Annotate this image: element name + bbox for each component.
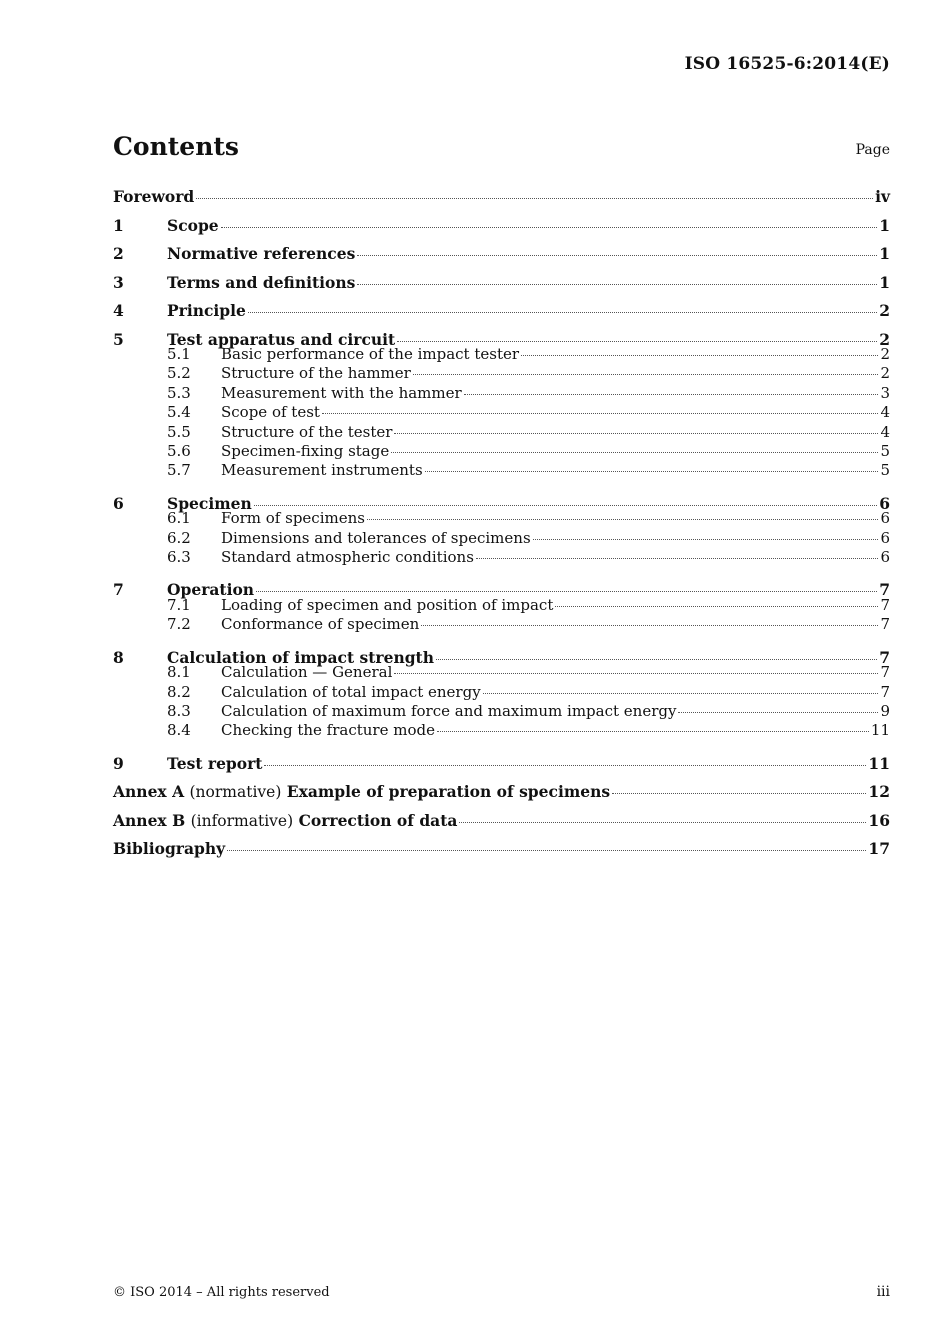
- toc-subentry[interactable]: [113, 683, 890, 702]
- toc-entry-label: Dimensions and tolerances of specimens: [221, 528, 531, 547]
- toc-entry-page: 4: [880, 403, 890, 422]
- toc-entry-page: 1: [879, 272, 890, 292]
- toc-entry-number: 5.3: [167, 383, 191, 402]
- toc-subentry[interactable]: [113, 548, 890, 567]
- toc-entry-number: 5.5: [167, 422, 191, 441]
- dot-leader: [256, 591, 877, 592]
- toc-entry-page: 6: [880, 528, 890, 547]
- toc-entry-label: [113, 807, 457, 835]
- toc-entry-label: Standard atmospheric conditions: [221, 548, 474, 567]
- toc-entry-number: 9: [113, 753, 124, 773]
- toc-entry-label: [113, 778, 610, 806]
- dot-leader: [357, 255, 877, 256]
- toc-entry-page: 7: [879, 647, 890, 667]
- toc-entry[interactable]: [113, 183, 890, 212]
- toc-subentry[interactable]: [113, 702, 890, 721]
- annex-title: Correction of data: [298, 810, 458, 830]
- dot-leader: [555, 606, 878, 607]
- toc-entry-page: 3: [880, 383, 890, 402]
- copyright-notice: © ISO 2014 – All rights reserved: [113, 1285, 330, 1300]
- dot-leader: [227, 850, 866, 851]
- toc-entry[interactable]: [113, 807, 890, 836]
- toc-entry-number: 7.1: [167, 595, 191, 614]
- toc-entry-label: Conformance of specimen: [221, 615, 420, 634]
- toc-entry-number: 5.1: [167, 345, 191, 363]
- toc-entry[interactable]: [113, 835, 890, 864]
- dot-leader: [221, 227, 878, 228]
- dot-leader: [421, 625, 878, 626]
- toc-entry-number: 6.3: [167, 548, 191, 567]
- dot-leader: [367, 519, 878, 520]
- dot-leader: [394, 433, 878, 434]
- toc-entry-number: 4: [113, 301, 124, 320]
- toc-entry-page: 7: [880, 615, 890, 634]
- annex-title: Example of preparation of specimens: [286, 782, 611, 802]
- dot-leader: [521, 355, 878, 356]
- dot-leader: [254, 505, 877, 506]
- toc-entry-page: 2: [880, 364, 890, 383]
- table-of-contents: [113, 183, 890, 864]
- dot-leader: [425, 471, 879, 472]
- toc-subentry[interactable]: [113, 509, 890, 528]
- toc-entry-label: Bibliography: [113, 839, 226, 859]
- toc-entry-page: 6: [880, 509, 890, 528]
- toc-entry-page: 2: [879, 329, 890, 349]
- toc-entry-page: 7: [880, 663, 890, 682]
- toc-entry-number: 8.1: [167, 663, 191, 682]
- toc-entry-number: 3: [113, 272, 124, 292]
- toc-entry-label: Principle: [167, 301, 246, 320]
- toc-entry-number: 5.7: [167, 461, 191, 480]
- toc-entry[interactable]: [113, 212, 890, 241]
- annex-prefix: Annex B: [113, 810, 186, 830]
- toc-subentry[interactable]: [113, 364, 890, 383]
- dot-leader: [322, 413, 879, 414]
- toc-entry-label: Test apparatus and circuit: [167, 329, 396, 349]
- toc-entry-number: 8.4: [167, 721, 191, 740]
- toc-entry-number: 6.2: [167, 528, 191, 547]
- document-id: ISO 16525-6:2014(E): [684, 54, 890, 74]
- toc-entry-label: Scope of test: [221, 403, 320, 422]
- toc-entry-page: 5: [880, 461, 890, 480]
- toc-entry-label: Calculation of impact strength: [167, 647, 434, 667]
- toc-entry-number: 6.1: [167, 509, 191, 528]
- dot-leader: [437, 731, 869, 732]
- toc-entry-label: Measurement with the hammer: [221, 383, 462, 402]
- toc-entry-label: Specimen: [167, 493, 252, 513]
- toc-entry-label: Foreword: [113, 187, 195, 206]
- annex-qualifier: (informative): [190, 811, 294, 830]
- dot-leader: [264, 765, 866, 766]
- toc-entry-label: Scope: [167, 215, 219, 235]
- dot-leader: [678, 712, 878, 713]
- toc-subentry[interactable]: [113, 423, 890, 442]
- toc-subentry[interactable]: [113, 461, 890, 480]
- toc-subentry[interactable]: [113, 663, 890, 682]
- toc-entry-number: 5.4: [167, 403, 191, 422]
- annex-prefix: Annex A: [113, 782, 185, 802]
- dot-leader: [248, 312, 877, 313]
- toc-entry-number: 1: [113, 215, 124, 235]
- toc-entry-label: Operation: [167, 580, 255, 600]
- toc-entry-label: Normative references: [167, 244, 356, 263]
- toc-subentry[interactable]: [113, 615, 890, 634]
- toc-subentry[interactable]: [113, 596, 890, 615]
- toc-entry-page: 12: [868, 782, 890, 802]
- toc-entry-page: 7: [879, 580, 890, 600]
- dot-leader: [436, 659, 877, 660]
- toc-entry-page: 4: [880, 422, 890, 441]
- dot-leader: [397, 341, 877, 342]
- toc-entry-label: Basic performance of the impact tester: [221, 345, 520, 363]
- toc-entry[interactable]: [113, 750, 890, 779]
- toc-entry-page: iv: [875, 187, 890, 206]
- toc-subentry[interactable]: [113, 345, 890, 364]
- toc-subentry[interactable]: [113, 721, 890, 740]
- toc-entry-number: 8: [113, 647, 124, 667]
- annex-qualifier: (normative): [189, 783, 282, 802]
- page-number: iii: [876, 1284, 890, 1300]
- toc-entry[interactable]: [113, 269, 890, 298]
- toc-subentry[interactable]: [113, 384, 890, 403]
- dot-leader: [357, 284, 877, 285]
- toc-entry-number: 8.2: [167, 682, 191, 701]
- toc-entry-label: Test report: [167, 753, 263, 773]
- toc-entry[interactable]: [113, 778, 890, 807]
- toc-entry-label: Structure of the hammer: [221, 364, 411, 383]
- contents-title: Contents: [113, 132, 240, 161]
- toc-entry-page: 5: [880, 441, 890, 460]
- toc-entry-page: 1: [879, 215, 890, 235]
- toc-entry-label: Form of specimens: [221, 509, 365, 528]
- toc-entry-number: 5: [113, 329, 124, 349]
- toc-entry-page: 2: [880, 345, 890, 363]
- toc-entry-label: Calculation — General: [221, 663, 393, 682]
- toc-entry-number: 6: [113, 493, 124, 513]
- toc-entry-number: 8.3: [167, 701, 191, 720]
- dot-leader: [483, 693, 879, 694]
- toc-entry-number: 5.6: [167, 441, 191, 460]
- page-column-label: Page: [855, 142, 890, 158]
- toc-entry-page: 16: [868, 810, 890, 830]
- dot-leader: [533, 539, 879, 540]
- toc-entry-page: 7: [880, 682, 890, 701]
- toc-subentry[interactable]: [113, 403, 890, 422]
- toc-entry-label: Terms and definitions: [167, 272, 356, 292]
- dot-leader: [476, 558, 879, 559]
- dot-leader: [464, 394, 879, 395]
- dot-leader: [459, 822, 866, 823]
- toc-entry-label: Calculation of total impact energy: [221, 682, 481, 701]
- toc-entry[interactable]: [113, 240, 890, 269]
- toc-entry-number: 5.2: [167, 364, 191, 383]
- toc-entry-label: Loading of specimen and position of impact: [221, 595, 554, 614]
- toc-entry-page: 6: [879, 493, 890, 513]
- toc-entry-page: 1: [879, 244, 890, 263]
- toc-entry-page: 2: [879, 301, 890, 320]
- dot-leader: [391, 452, 878, 453]
- toc-entry-label: Checking the fracture mode: [221, 721, 435, 740]
- toc-entry-page: 9: [880, 701, 890, 720]
- toc-entry-label: Calculation of maximum force and maximum impact energy: [221, 701, 677, 720]
- dot-leader: [413, 374, 879, 375]
- toc-entry-number: 7.2: [167, 615, 191, 634]
- toc-entry-label: Measurement instruments: [221, 461, 423, 480]
- toc-entry-label: Structure of the tester: [221, 422, 393, 441]
- dot-leader: [394, 673, 878, 674]
- dot-leader: [612, 793, 866, 794]
- toc-entry-page: 11: [868, 753, 890, 773]
- toc-entry-number: 7: [113, 580, 124, 600]
- toc-entry-label: Specimen-fixing stage: [221, 441, 390, 460]
- toc-entry[interactable]: [113, 297, 890, 326]
- toc-entry-number: 2: [113, 244, 124, 263]
- dot-leader: [196, 198, 873, 199]
- toc-entry-page: 11: [870, 721, 890, 740]
- toc-entry-page: 17: [868, 839, 890, 859]
- toc-subentry[interactable]: [113, 529, 890, 548]
- toc-entry-page: 7: [880, 595, 890, 614]
- toc-entry-page: 6: [880, 548, 890, 567]
- toc-subentry[interactable]: [113, 442, 890, 461]
